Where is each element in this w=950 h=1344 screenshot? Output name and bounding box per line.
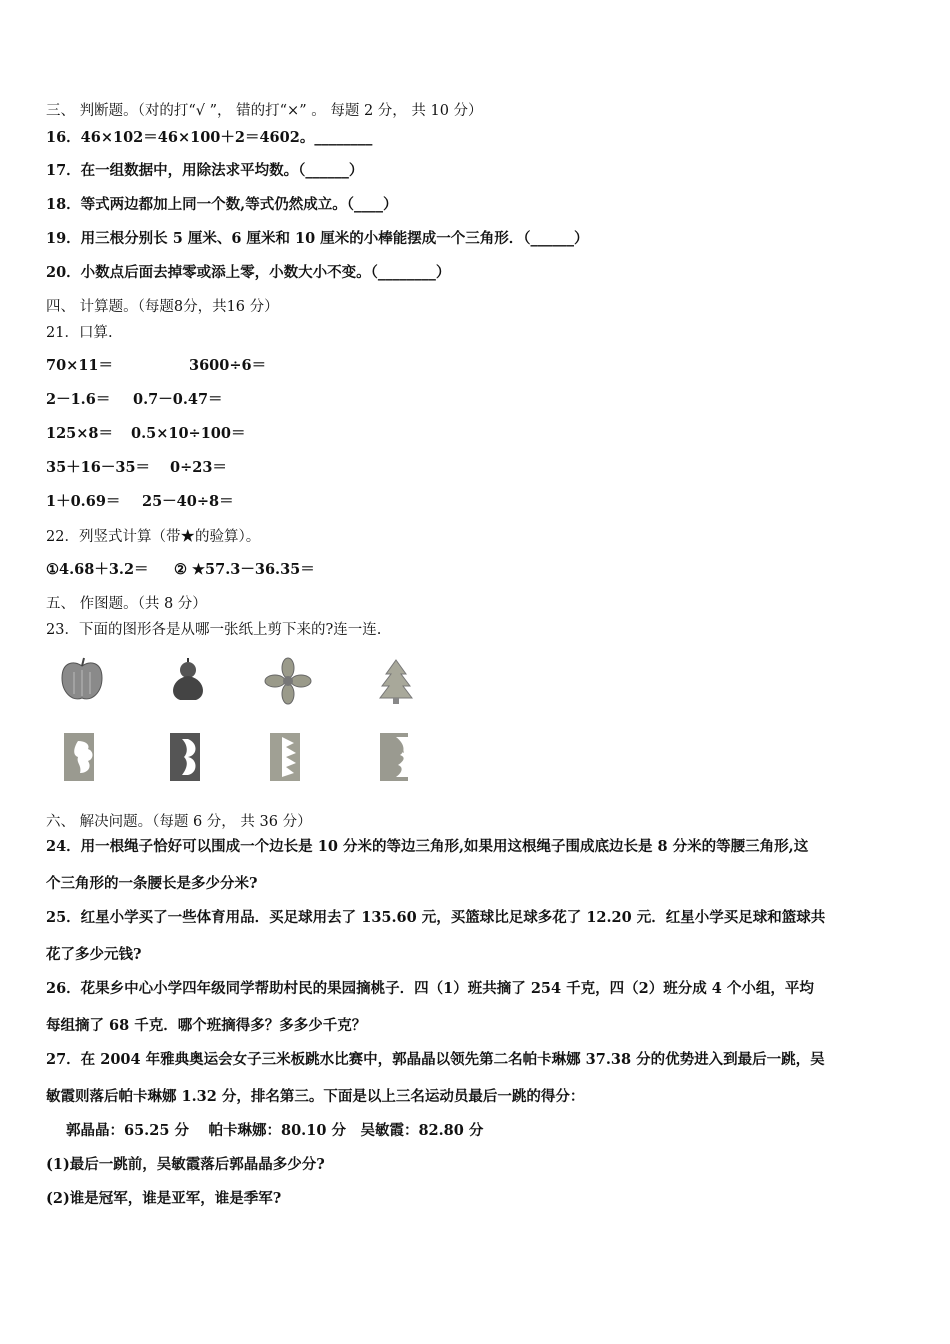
paper-cut-3-icon (258, 727, 318, 787)
question-25-line-2: 花了多少元钱? (46, 946, 142, 963)
question-22-items (46, 560, 315, 580)
question-22: 22．列竖式计算（带★的验算）。 (46, 529, 261, 545)
question-19: 19．用三根分别长 5 厘米、6 厘米和 10 厘米的小棒能摆成一个三角形．（______） (46, 230, 589, 247)
section-4-title: 四、 计算题。（每题8分，共16 分） (46, 299, 279, 315)
calc-row (46, 492, 234, 512)
calc-item: 70×11＝ (46, 357, 114, 374)
calc-row (46, 424, 245, 444)
tree-icon (366, 652, 426, 712)
question-26-line-2: 每组摘了 68 千克．哪个班摘得多？多多少千克？ (46, 1017, 367, 1034)
paper-cut-1-icon (52, 727, 112, 787)
calc-item: 0.5×10÷100＝ (131, 425, 246, 442)
scores-line: 郭晶晶：65.25 分 帕卡琳娜：80.10 分 吴敏霞：82.80 分 (66, 1122, 484, 1139)
apple-icon (52, 652, 112, 712)
vertical-calc-1: ①4.68＋3.2＝ (46, 561, 149, 578)
question-24-line-1: 24．用一根绳子恰好可以围成一个边长是 10 分米的等边三角形,如果用这根绳子围成底边长是 8 分米的等腰三角形,这 (46, 838, 809, 855)
sub-question-2: (2)谁是冠军，谁是亚军，谁是季军? (46, 1190, 282, 1207)
calc-row (46, 390, 223, 410)
calc-item: 3600÷6＝ (189, 357, 267, 374)
question-16: 16．46×102＝46×100＋2＝4602。________ (46, 129, 373, 146)
vertical-calc-2: ② ★57.3－36.35＝ (174, 561, 315, 578)
question-26-line-1: 26．花果乡中心小学四年级同学帮助村民的果园摘桃子．四（1）班共摘了 254 千克，四（2）班分成 4 个小组，平均 (46, 980, 814, 997)
calc-item: 2－1.6＝ (46, 391, 111, 408)
section-5-title: 五、 作图题。（共 8 分） (46, 596, 207, 612)
question-25-line-1: 25．红星小学买了一些体育用品．买足球用去了 135.60 元，买篮球比足球多花了 12.20 元．红星小学买足球和篮球共 (46, 909, 826, 926)
calc-item: 35＋16－35＝ (46, 459, 151, 476)
question-17: 17．在一组数据中，用除法求平均数。（______） (46, 162, 364, 179)
question-27-line-1: 27．在 2004 年雅典奥运会女子三米板跳水比赛中，郭晶晶以领先第二名帕卡琳娜 37.38 分的优势进入到最后一跳，吴 (46, 1051, 825, 1068)
paper-cut-2-icon (158, 727, 218, 787)
question-24-line-2: 个三角形的一条腰长是多少分米? (46, 875, 258, 892)
calc-item: 1＋0.69＝ (46, 493, 121, 510)
question-23: 23．下面的图形各是从哪一张纸上剪下来的?连一连. (46, 622, 382, 638)
calc-item: 0.7－0.47＝ (133, 391, 223, 408)
calc-row (46, 458, 227, 478)
question-27-line-2: 敏霞则落后帕卡琳娜 1.32 分，排名第三。下面是以上三名运动员最后一跳的得分： (46, 1088, 585, 1105)
calc-item: 25－40÷8＝ (142, 493, 234, 510)
calc-item: 125×8＝ (46, 425, 114, 442)
paper-cut-4-icon (366, 727, 426, 787)
calc-row (46, 356, 266, 376)
flower-icon (258, 652, 318, 712)
question-20: 20．小数点后面去掉零或添上零，小数大小不变。（________） (46, 264, 451, 281)
section-3-title: 三、 判断题。（对的打“√ ”， 错的打“×” 。 每题 2 分， 共 10 分） (46, 103, 483, 119)
gourd-icon (158, 652, 218, 712)
question-18: 18．等式两边都加上同一个数,等式仍然成立。（____） (46, 196, 398, 213)
section-6-title: 六、 解决问题。（每题 6 分， 共 36 分） (46, 814, 312, 830)
question-21: 21．口算. (46, 325, 113, 341)
calc-item: 0÷23＝ (170, 459, 227, 476)
sub-question-1: (1)最后一跳前，吴敏霞落后郭晶晶多少分? (46, 1156, 325, 1173)
